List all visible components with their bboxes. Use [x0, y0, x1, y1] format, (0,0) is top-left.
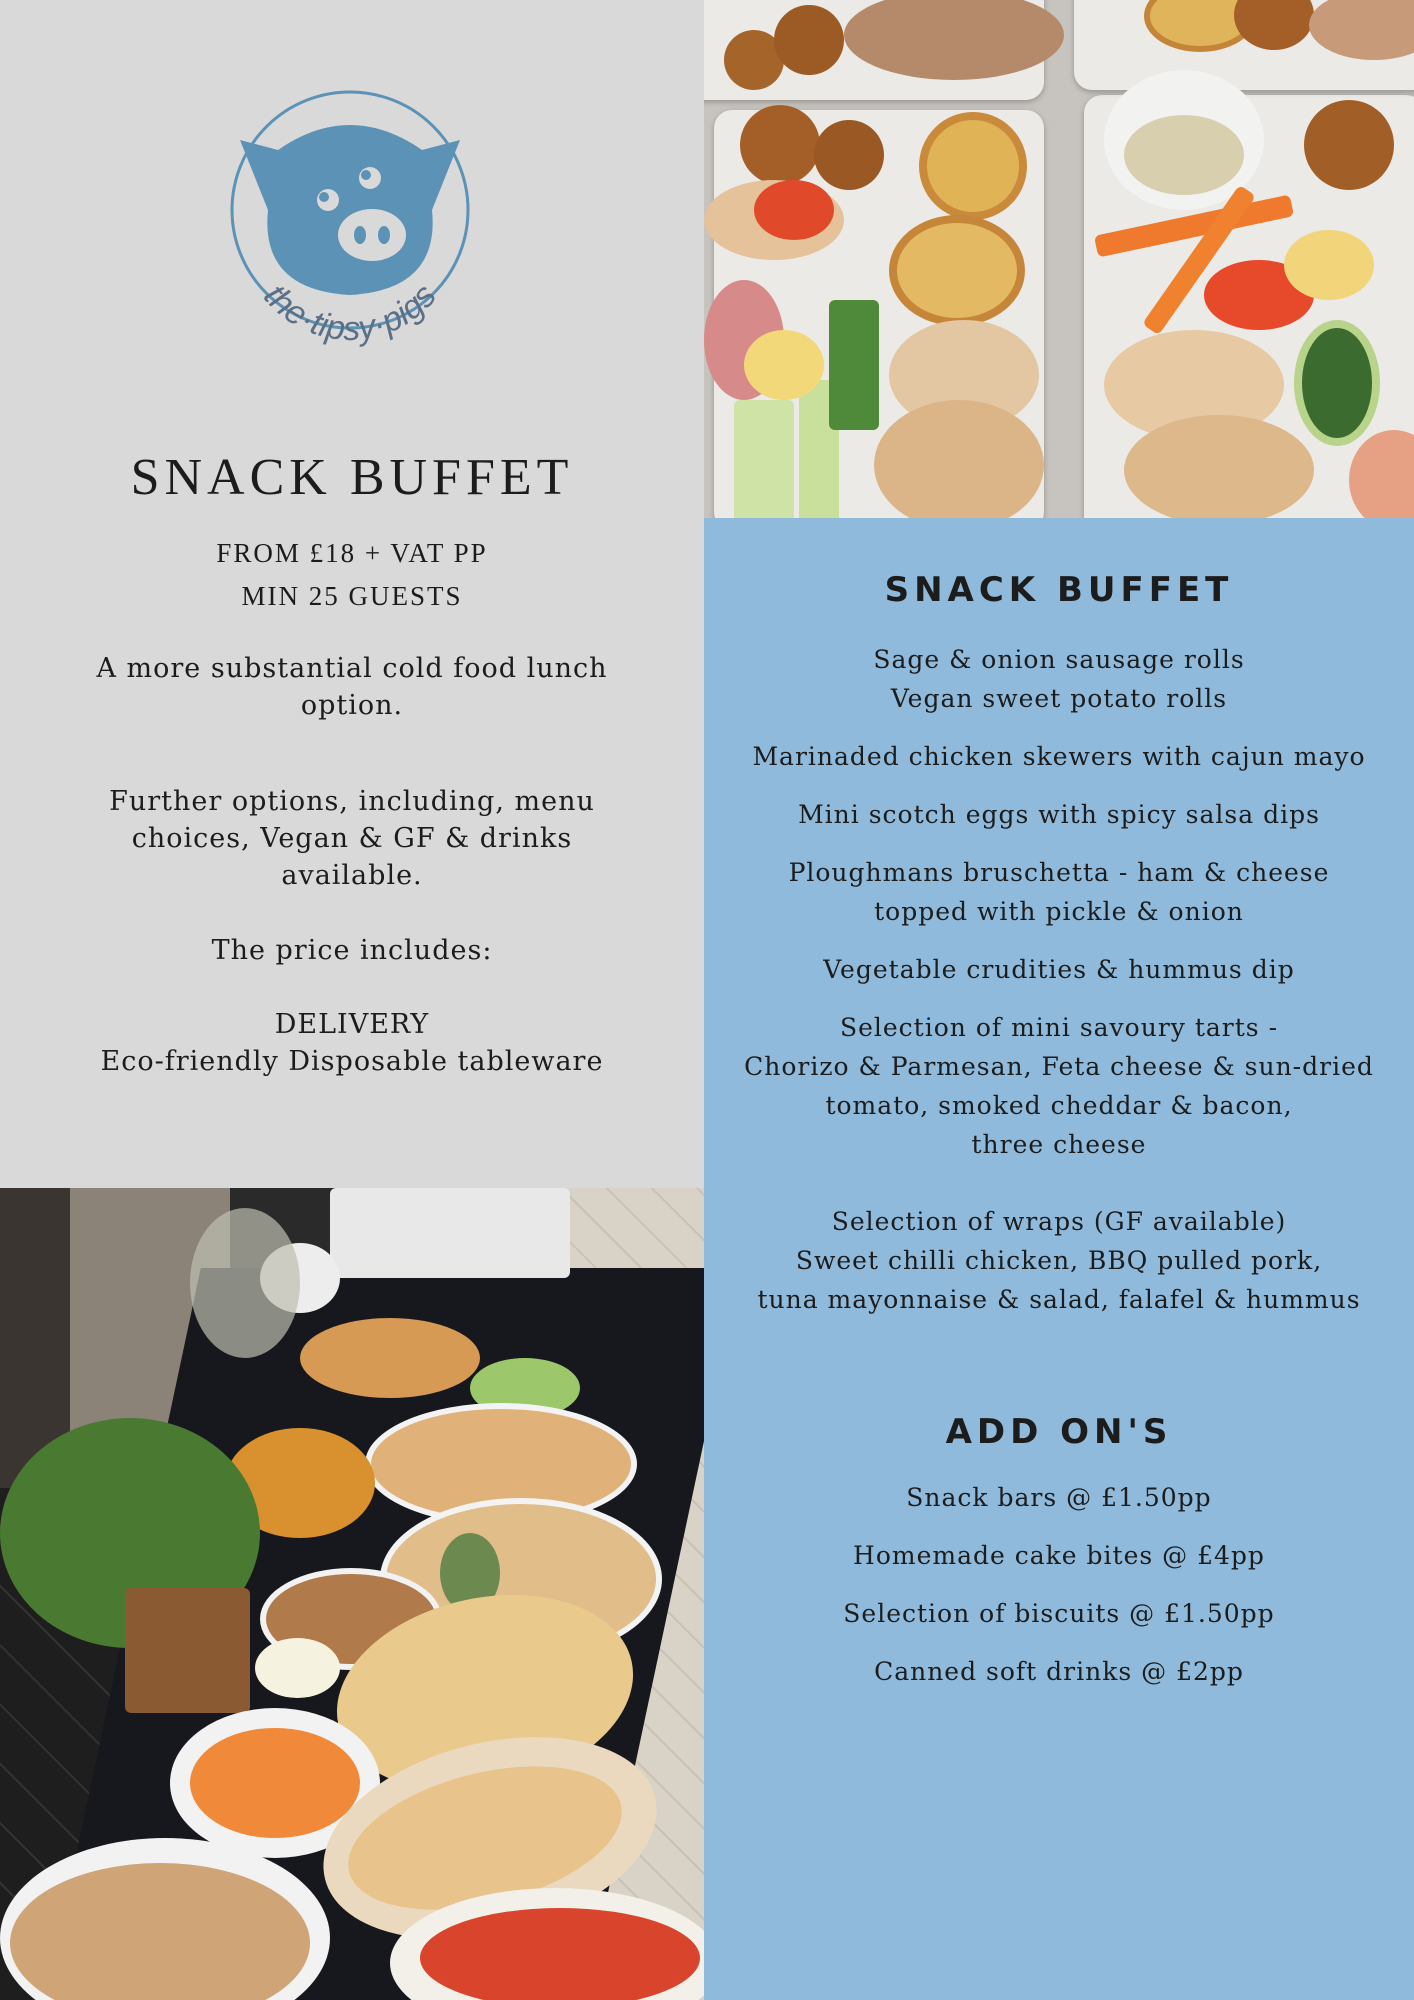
menu-item-chicken-skewers	[704, 737, 1414, 776]
menu-item-line: Marinaded chicken skewers with cajun mayo	[752, 742, 1366, 771]
description: A more substantial cold food lunch option.	[96, 653, 608, 721]
menu-item-line: tuna mayonnaise & salad, falafel & hummus	[757, 1285, 1361, 1314]
menu-item-line: topped with pickle & onion	[874, 897, 1244, 926]
menu-item-sausage-rolls	[704, 640, 1414, 718]
include-delivery: DELIVERY	[274, 1009, 430, 1040]
addon-item: Homemade cake bites @ £4pp	[853, 1541, 1265, 1570]
addon-item: Snack bars @ £1.50pp	[906, 1483, 1212, 1512]
menu-item-line: Ploughmans bruschetta - ham & cheese	[788, 858, 1330, 887]
menu-item-scotch-eggs	[704, 795, 1414, 834]
menu-item-line: Vegetable crudities & hummus dip	[823, 955, 1295, 984]
menu-item-line: Sage & onion sausage rolls	[873, 645, 1245, 674]
menu-item-bruschetta	[704, 853, 1414, 931]
addons-list	[704, 1478, 1414, 1710]
page-title: SNACK BUFFET	[130, 449, 574, 506]
menu-item-line: Selection of wraps (GF available)	[831, 1207, 1287, 1236]
food-trays-photo	[704, 0, 1414, 518]
menu-item-line: Mini scotch eggs with spicy salsa dips	[798, 800, 1320, 829]
logo	[220, 80, 480, 350]
menu-item-line: Sweet chilli chicken, BBQ pulled pork,	[795, 1246, 1323, 1275]
price-block	[0, 532, 704, 618]
further-options: Further options, including, menu choices, Vegan & GF & drinks available.	[109, 786, 595, 891]
menu-item-savoury-tarts	[704, 1008, 1414, 1164]
menu-title: SNACK BUFFET	[884, 570, 1234, 610]
addon-item: Selection of biscuits @ £1.50pp	[843, 1599, 1275, 1628]
buffet-table-photo	[0, 1188, 704, 2000]
menu-item-line: three cheese	[971, 1130, 1147, 1159]
includes-heading: The price includes:	[211, 935, 493, 966]
menu-item-wraps	[704, 1202, 1414, 1319]
min-guests-line: MIN 25 GUESTS	[241, 581, 463, 611]
include-tableware: Eco-friendly Disposable tableware	[100, 1046, 604, 1077]
menu-item-crudities	[704, 950, 1414, 989]
price-line: FROM £18 + VAT PP	[216, 538, 488, 568]
menu-item-line: Selection of mini savoury tarts -	[839, 1013, 1279, 1042]
menu-item-line: Vegan sweet potato rolls	[890, 684, 1228, 713]
menu-list	[704, 640, 1414, 1338]
logo-text: the·tipsy·pigs	[256, 276, 444, 349]
addons-title: ADD ON'S	[945, 1412, 1173, 1452]
pig-head-icon	[240, 125, 460, 295]
menu-item-line: tomato, smoked cheddar & bacon,	[825, 1091, 1293, 1120]
menu-item-line: Chorizo & Parmesan, Feta cheese & sun-dried	[744, 1052, 1374, 1081]
addon-item: Canned soft drinks @ £2pp	[874, 1657, 1244, 1686]
